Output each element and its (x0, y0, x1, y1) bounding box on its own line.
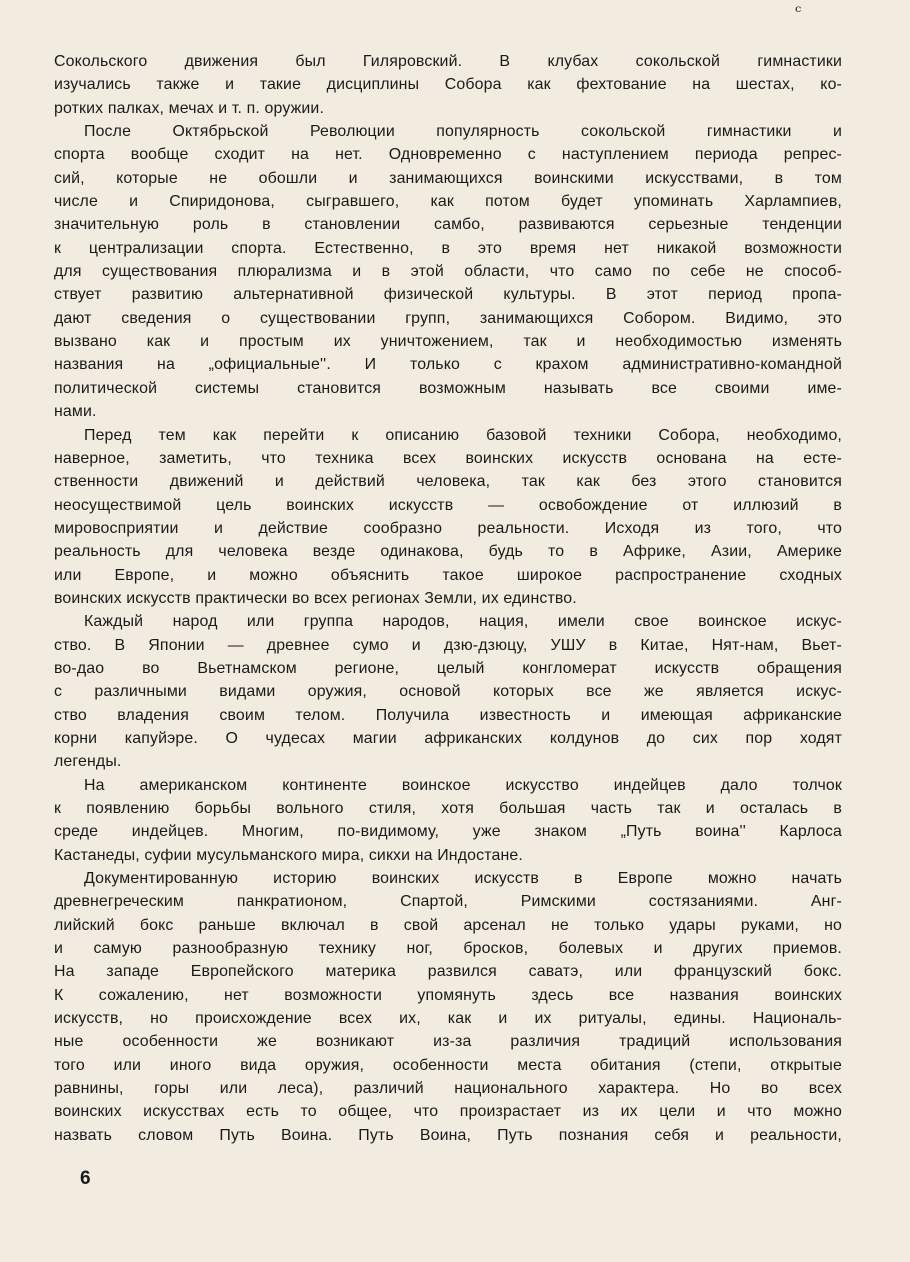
text-line: равнины, горы или леса), различий национального характера. Но во всех (54, 1080, 842, 1098)
paragraph (54, 610, 842, 773)
text-line: древнегреческим панкратионом, Спартой, Римскими состязаниями. Анг- (54, 893, 842, 911)
text-line: лийский бокс раньше включал в свой арсенал не только удары руками, но (54, 916, 842, 934)
paragraph (54, 120, 842, 423)
text-line: нами. (54, 403, 97, 421)
paragraph (54, 774, 842, 867)
text-line: или Европе, и можно объяснить такое широкое распространение сходных (54, 566, 842, 584)
text-line: назвать словом Путь Воина. Путь Воина, Путь познания себя и реальности, (54, 1126, 842, 1144)
text-line: наверное, заметить, что техника всех воинских искусств основана на есте- (54, 449, 842, 467)
text-line: Сокольского движения был Гиляровский. В клубах сокольской гимнастики (54, 53, 842, 70)
body-text (54, 50, 842, 1147)
text-line: ство владения своим телом. Получила известность и имеющая африканские (54, 706, 842, 724)
paragraph (54, 50, 842, 120)
text-line: ственности движений и действий человека, так как без этого становится (54, 473, 842, 491)
text-line: ство. В Японии — древнее сумо и дзю-дзюцу, УШУ в Китае, Нят-нам, Вьет- (54, 636, 842, 654)
text-line: сий, которые не обошли и занимающихся воинскими искусствами, в том (54, 169, 842, 187)
text-line: изучались также и такие дисциплины Собора как фехтование на шестах, ко- (54, 76, 842, 94)
text-line: После Октябрьской Революции популярность сокольской гимнастики и (84, 123, 842, 141)
text-line: На западе Европейского материка развился саватэ, или французский бокс. (54, 963, 842, 981)
text-line: числе и Спиридонова, сыгравшего, как потом будет упоминать Харлампиев, (54, 193, 842, 211)
text-line: того или иного вида оружия, особенности места обитания (степи, открытые (54, 1056, 842, 1074)
text-line: Перед тем как перейти к описанию базовой техники Собора, необходимо, (84, 426, 842, 444)
text-line: неосуществимой цель воинских искусств — освобождение от иллюзий в (54, 496, 842, 514)
text-line: названия на „официальные''. И только с крахом административно-командной (54, 356, 842, 374)
text-line: для существования плюрализма и в этой области, что само по себе не способ- (54, 263, 842, 281)
text-line: корни капуйэре. О чудесах магии африканских колдунов до сих пор ходят (54, 729, 842, 747)
text-line: ротких палках, мечах и т. п. оружии. (54, 99, 325, 117)
text-line: во-дао во Вьетнамском регионе, целый конгломерат искусств обращения (54, 659, 842, 677)
text-line: политической системы становится возможным называть все своими име- (54, 379, 842, 397)
paragraph (54, 867, 842, 1147)
text-line: к централизации спорта. Естественно, в это время нет никакой возможности (54, 239, 842, 257)
text-line: воинских искусствах есть то общее, что произрастает из их цели и что можно (54, 1103, 842, 1121)
text-line: искусств, но происхождение всех их, как и их ритуалы, едины. Националь- (54, 1010, 842, 1028)
corner-mark: ᶜ (795, 2, 802, 23)
text-line: к появлению борьбы вольного стиля, хотя большая часть так и осталась в (54, 800, 842, 817)
text-line: Кастанеды, суфии мусульманского мира, сикхи на Индостане. (54, 846, 523, 864)
text-line: спорта вообще сходит на нет. Одновременно с наступлением периода репрес- (54, 146, 842, 164)
text-line: среде индейцев. Многим, по-видимому, уже знаком „Путь воина'' Карлоса (54, 823, 842, 841)
page-number: 6 (80, 1168, 91, 1189)
text-line: Каждый народ или группа народов, нация, имели свое воинское искус- (84, 613, 842, 631)
text-line: На американском континенте воинское искусство индейцев дало толчок (84, 776, 842, 794)
text-line: вызвано как и простым их уничтожением, так и необходимостью изменять (54, 333, 842, 351)
text-line: и самую разнообразную технику ног, бросков, болевых и других приемов. (54, 940, 842, 958)
text-line: с различными видами оружия, основой которых все же является искус- (54, 683, 842, 701)
text-line: дают сведения о существовании групп, занимающихся Собором. Видимо, это (54, 309, 842, 327)
text-line: значительную роль в становлении самбо, развиваются серьезные тенденции (54, 216, 842, 234)
text-line: Документированную историю воинских искусств в Европе можно начать (84, 870, 842, 888)
text-line: воинских искусств практически во всех регионах Земли, их единство. (54, 589, 577, 607)
text-line: мировосприятии и действие сообразно реальности. Исходя из того, что (54, 519, 842, 537)
paragraph (54, 424, 842, 611)
text-line: К сожалению, нет возможности упомянуть здесь все названия воинских (54, 986, 842, 1004)
text-line: реальность для человека везде одинакова, будь то в Африке, Азии, Америке (54, 543, 842, 561)
text-line: легенды. (54, 753, 122, 771)
text-line: ные особенности же возникают из-за различия традиций использования (54, 1033, 842, 1051)
text-line: ствует развитию альтернативной физической культуры. В этот период пропа- (54, 286, 842, 304)
